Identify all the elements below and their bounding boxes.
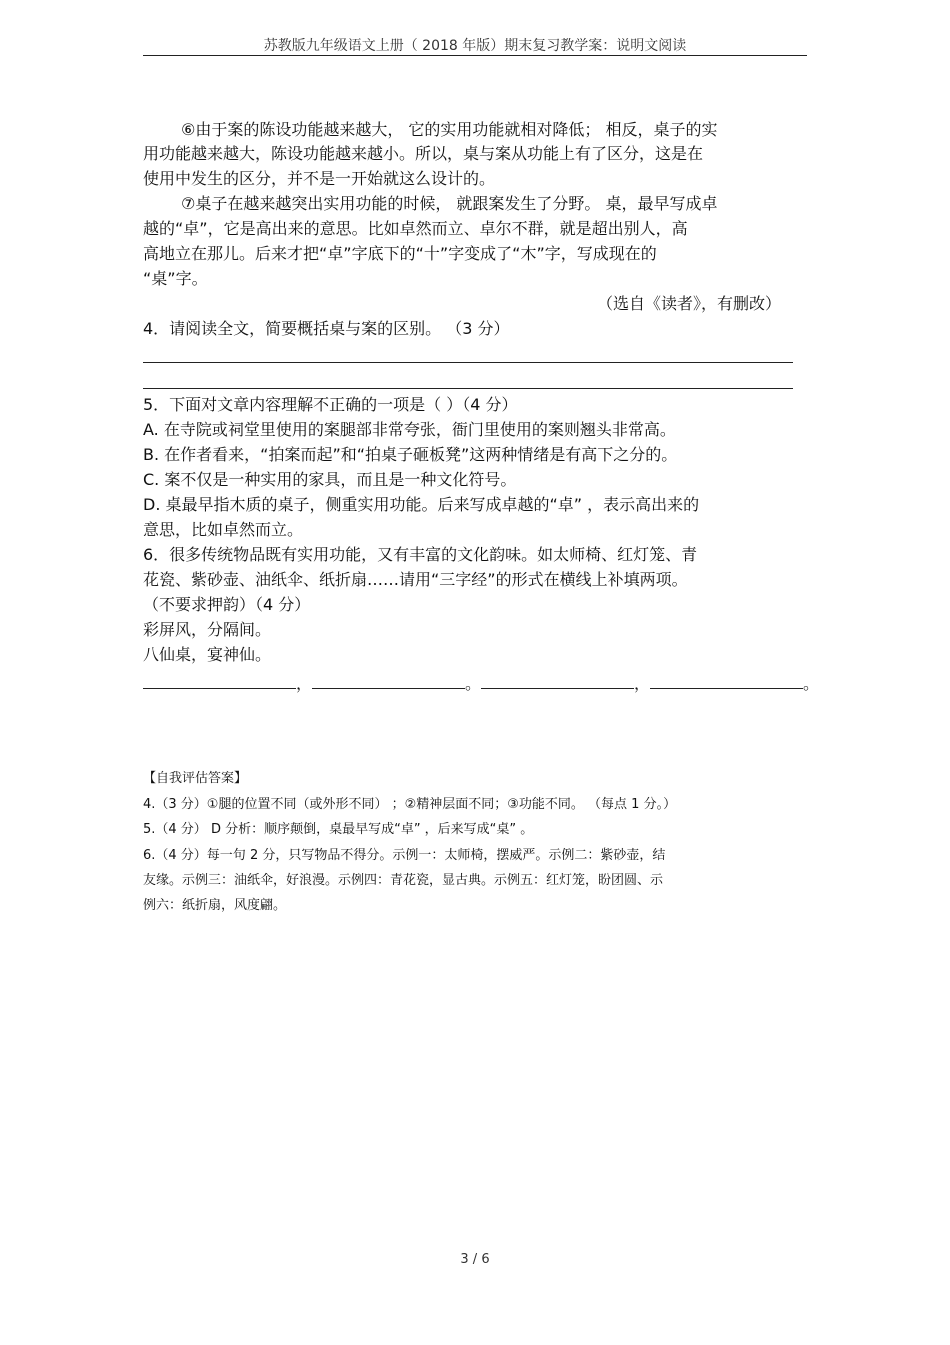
answer-line-q4-1[interactable] [143,362,793,363]
question-6-line-1: 6．很多传统物品既有实用功能，又有丰富的文化韵味。如太师椅、红灯笼、青 [143,545,698,564]
question-6-line-2: 花瓷、紫砂壶、油纸伞、纸折扇……请用“三字经”的形式在横线上补填两项。 [143,570,688,589]
blank-separator-3: ， [634,674,651,693]
question-5-option-a: A. 在寺院或祠堂里使用的案腿部非常夸张，衙门里使用的案则翘头非常高。 [143,420,676,439]
header-rule [143,55,807,56]
passage-p7-line-2: 越的“卓”，它是高出来的意思。比如卓然而立、卓尔不群，就是超出别人，高 [143,219,688,238]
page-number: 3 / 6 [460,1252,490,1267]
blank-3[interactable] [481,687,634,689]
question-6-example-1: 彩屏风，分隔间。 [143,620,272,639]
passage-p6-line-1: ⑥由于案的陈设功能越来越大， 它的实用功能就相对降低； 相反，桌子的实 [181,120,718,139]
passage-p7-line-4: “桌”字。 [143,269,208,288]
answers-title: 【自我评估答案】 [143,771,248,786]
answer-6-line-1: 6.（4 分）每一句 2 分，只写物品不得分。示例一：太师椅，摆威严。示例二：紫砂壶，结 [143,848,666,863]
question-6-blanks [143,672,819,696]
answer-6-line-3: 例六：纸折扇，风度翩。 [143,898,287,913]
answer-line-q4-2[interactable] [143,388,793,389]
question-5-option-d-continued: 意思，比如卓然而立。 [143,520,304,539]
question-5-option-d: D. 桌最早指木质的桌子，侧重实用功能。后来写成卓越的“卓” ，表示高出来的 [143,495,700,514]
answer-5: 5.（4 分） D 分析：顺序颠倒，桌最早写成“卓” ，后来写成“桌” 。 [143,822,534,837]
blank-separator-2: 。 [465,674,482,693]
question-5-option-b: B. 在作者看来，“拍案而起”和“拍桌子砸板凳”这两种情绪是有高下之分的。 [143,445,678,464]
answer-4: 4.（3 分）①腿的位置不同（或外形不同） ；②精神层面不同；③功能不同。 （每点 1 分。） [143,797,677,812]
answer-6-line-2: 友缘。示例三：油纸伞，好浪漫。示例四：青花瓷，显古典。示例五：红灯笼，盼团圆、示 [143,873,664,888]
blank-separator-4: 。 [803,674,820,693]
blank-4[interactable] [650,687,803,689]
passage-source: （选自《读者》，有删改） [597,294,782,313]
question-6-example-2: 八仙桌，宴神仙。 [143,645,272,664]
question-5-option-c: C. 案不仅是一种实用的家具，而且是一种文化符号。 [143,470,517,489]
blank-1[interactable] [143,687,296,689]
question-5: 5．下面对文章内容理解不正确的一项是（ ）（4 分） [143,395,518,414]
passage-p7-line-1: ⑦桌子在越来越突出实用功能的时候， 就跟案发生了分野。 桌，最早写成卓 [181,194,718,213]
question-4: 4．请阅读全文，简要概括桌与案的区别。 （3 分） [143,319,510,338]
blank-separator-1: ， [296,674,313,693]
page-header: 苏教版九年级语文上册（ 2018 年版）期末复习教学案：说明文阅读 [263,38,687,54]
passage-p6-line-2: 用功能越来越大，陈设功能越来越小。所以，桌与案从功能上有了区分，这是在 [143,144,704,163]
passage-p6-line-3: 使用中发生的区分，并不是一开始就这么设计的。 [143,169,496,188]
passage-p7-line-3: 高地立在那儿。后来才把“卓”字底下的“十”字变成了“木”字，写成现在的 [143,244,657,263]
question-6-line-3: （不要求押韵）（4 分） [143,595,311,614]
blank-2[interactable] [312,687,465,689]
